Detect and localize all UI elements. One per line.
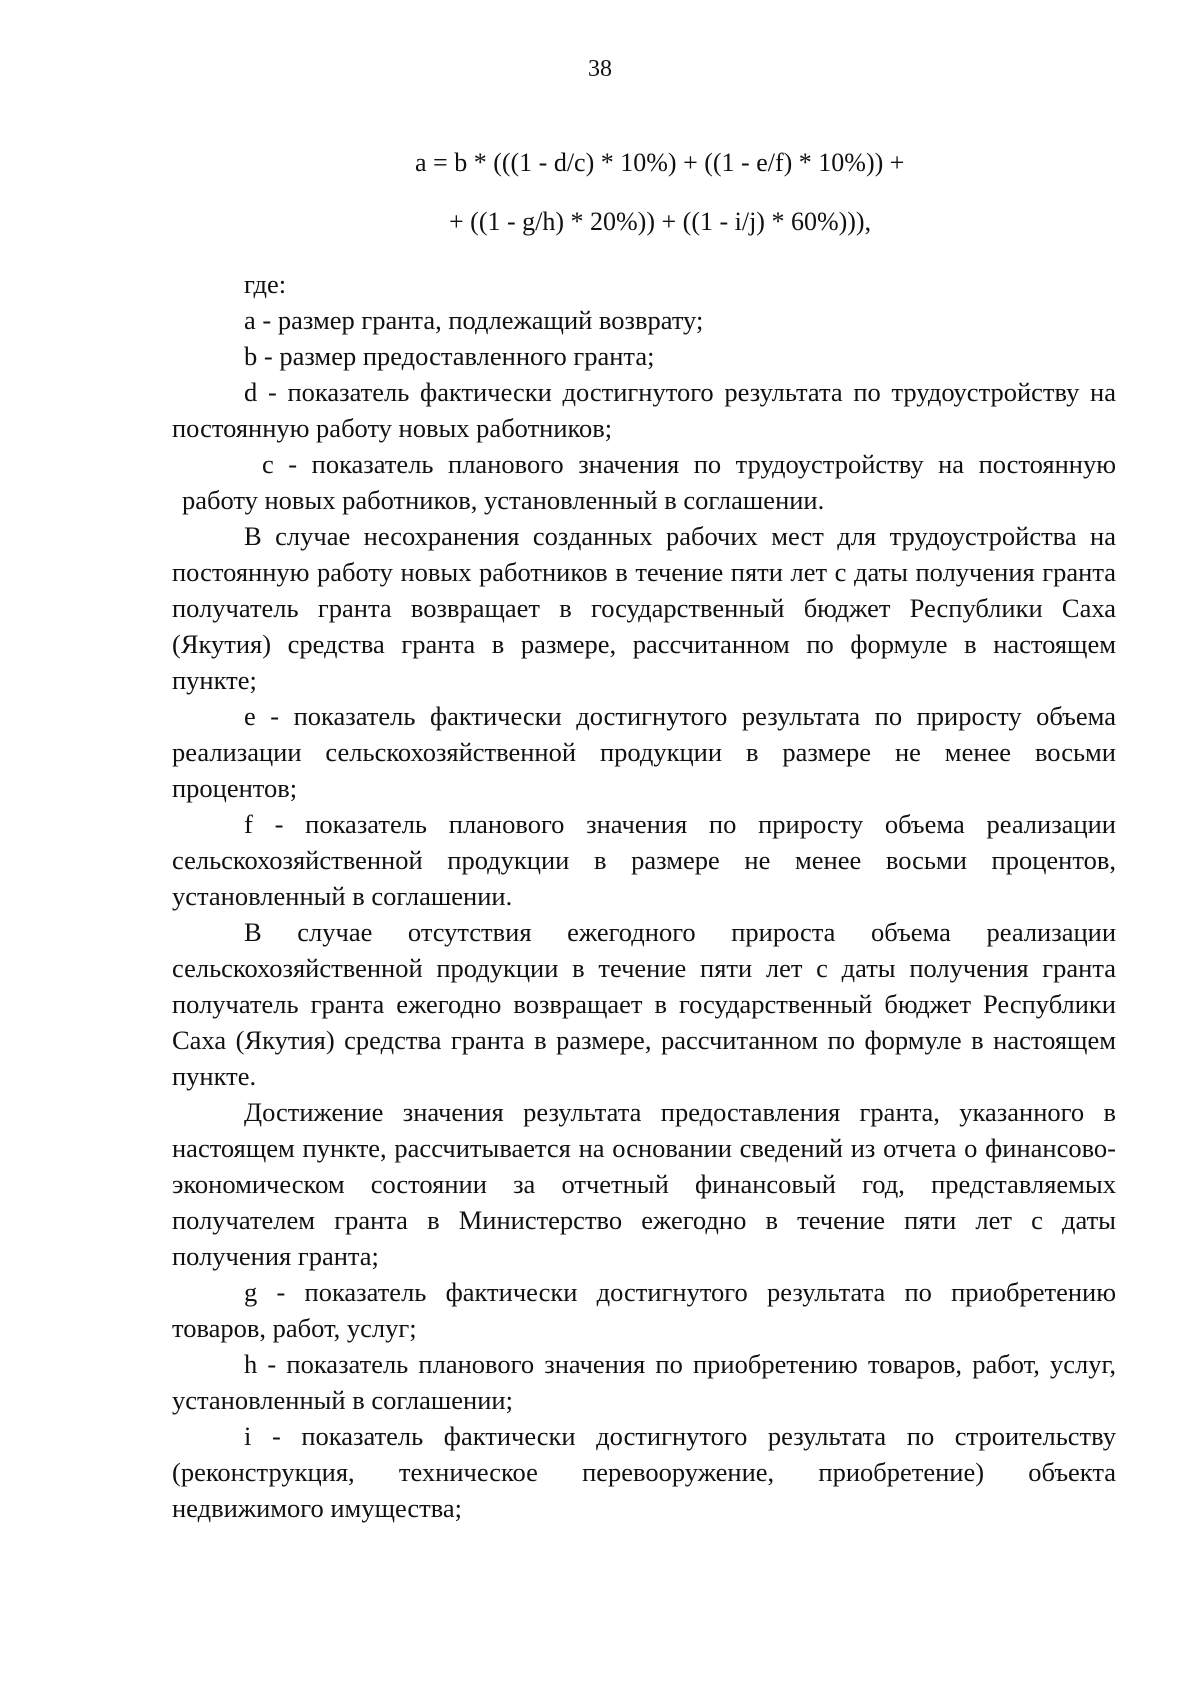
paragraph-achievement: Достижение значения результата предоставления гранта, указанного в настоящем пункте, рассчитывается на основании сведений из отчета о финансово-экономическом состоянии за отчетный финансовый год, представляемых получателем гранта в Министерство ежегодно в течение пяти лет с даты получения гранта; — [172, 1097, 1116, 1271]
where-label: где: — [244, 269, 287, 299]
definition-d: d - показатель фактически достигнутого результата по трудоустройству на постоянную работу новых работников; — [172, 377, 1116, 443]
definition-f: f - показатель планового значения по приросту объема реализации сельскохозяйственной продукции в размере не менее восьми процентов, установленный в соглашении. — [172, 809, 1116, 911]
definition-c: c - показатель планового значения по трудоустройству на постоянную работу новых работников, установленный в соглашении. — [182, 449, 1116, 515]
formula-line-1: a = b * (((1 - d/c) * 10%) + ((1 - e/f) * 10%)) + — [415, 148, 905, 177]
paragraph-sales-growth: В случае отсутствия ежегодного прироста объема реализации сельскохозяйственной продукции в течение пяти лет с даты получения гранта получатель гранта ежегодно возвращает в государственный бюджет Республики Саха (Якутия) средства гранта в размере, рассчитанном по формуле в настоящем пункте. — [172, 917, 1116, 1091]
document-body — [172, 266, 1116, 1526]
definition-b: b - размер предоставленного гранта; — [244, 341, 655, 371]
formula-line-2: + ((1 - g/h) * 20%)) + ((1 - i/j) * 60%))), — [449, 207, 872, 236]
definition-h: h - показатель планового значения по приобретению товаров, работ, услуг, установленный в соглашении; — [172, 1349, 1116, 1415]
definition-e: e - показатель фактически достигнутого результата по приросту объема реализации сельскохозяйственной продукции в размере не менее восьми процентов; — [172, 701, 1116, 803]
page-number: 38 — [588, 56, 612, 82]
definition-g: g - показатель фактически достигнутого результата по приобретению товаров, работ, услуг; — [172, 1277, 1116, 1343]
definition-a: a - размер гранта, подлежащий возврату; — [244, 305, 704, 335]
paragraph-jobs-retention: В случае несохранения созданных рабочих мест для трудоустройства на постоянную работу новых работников в течение пяти лет с даты получения гранта получатель гранта возвращает в государственный бюджет Республики Саха (Якутия) средства гранта в размере, рассчитанном по формуле в настоящем пункте; — [172, 521, 1116, 695]
definition-i: i - показатель фактически достигнутого результата по строительству (реконструкция, техническое перевооружение, приобретение) объекта недвижимого имущества; — [172, 1421, 1116, 1523]
